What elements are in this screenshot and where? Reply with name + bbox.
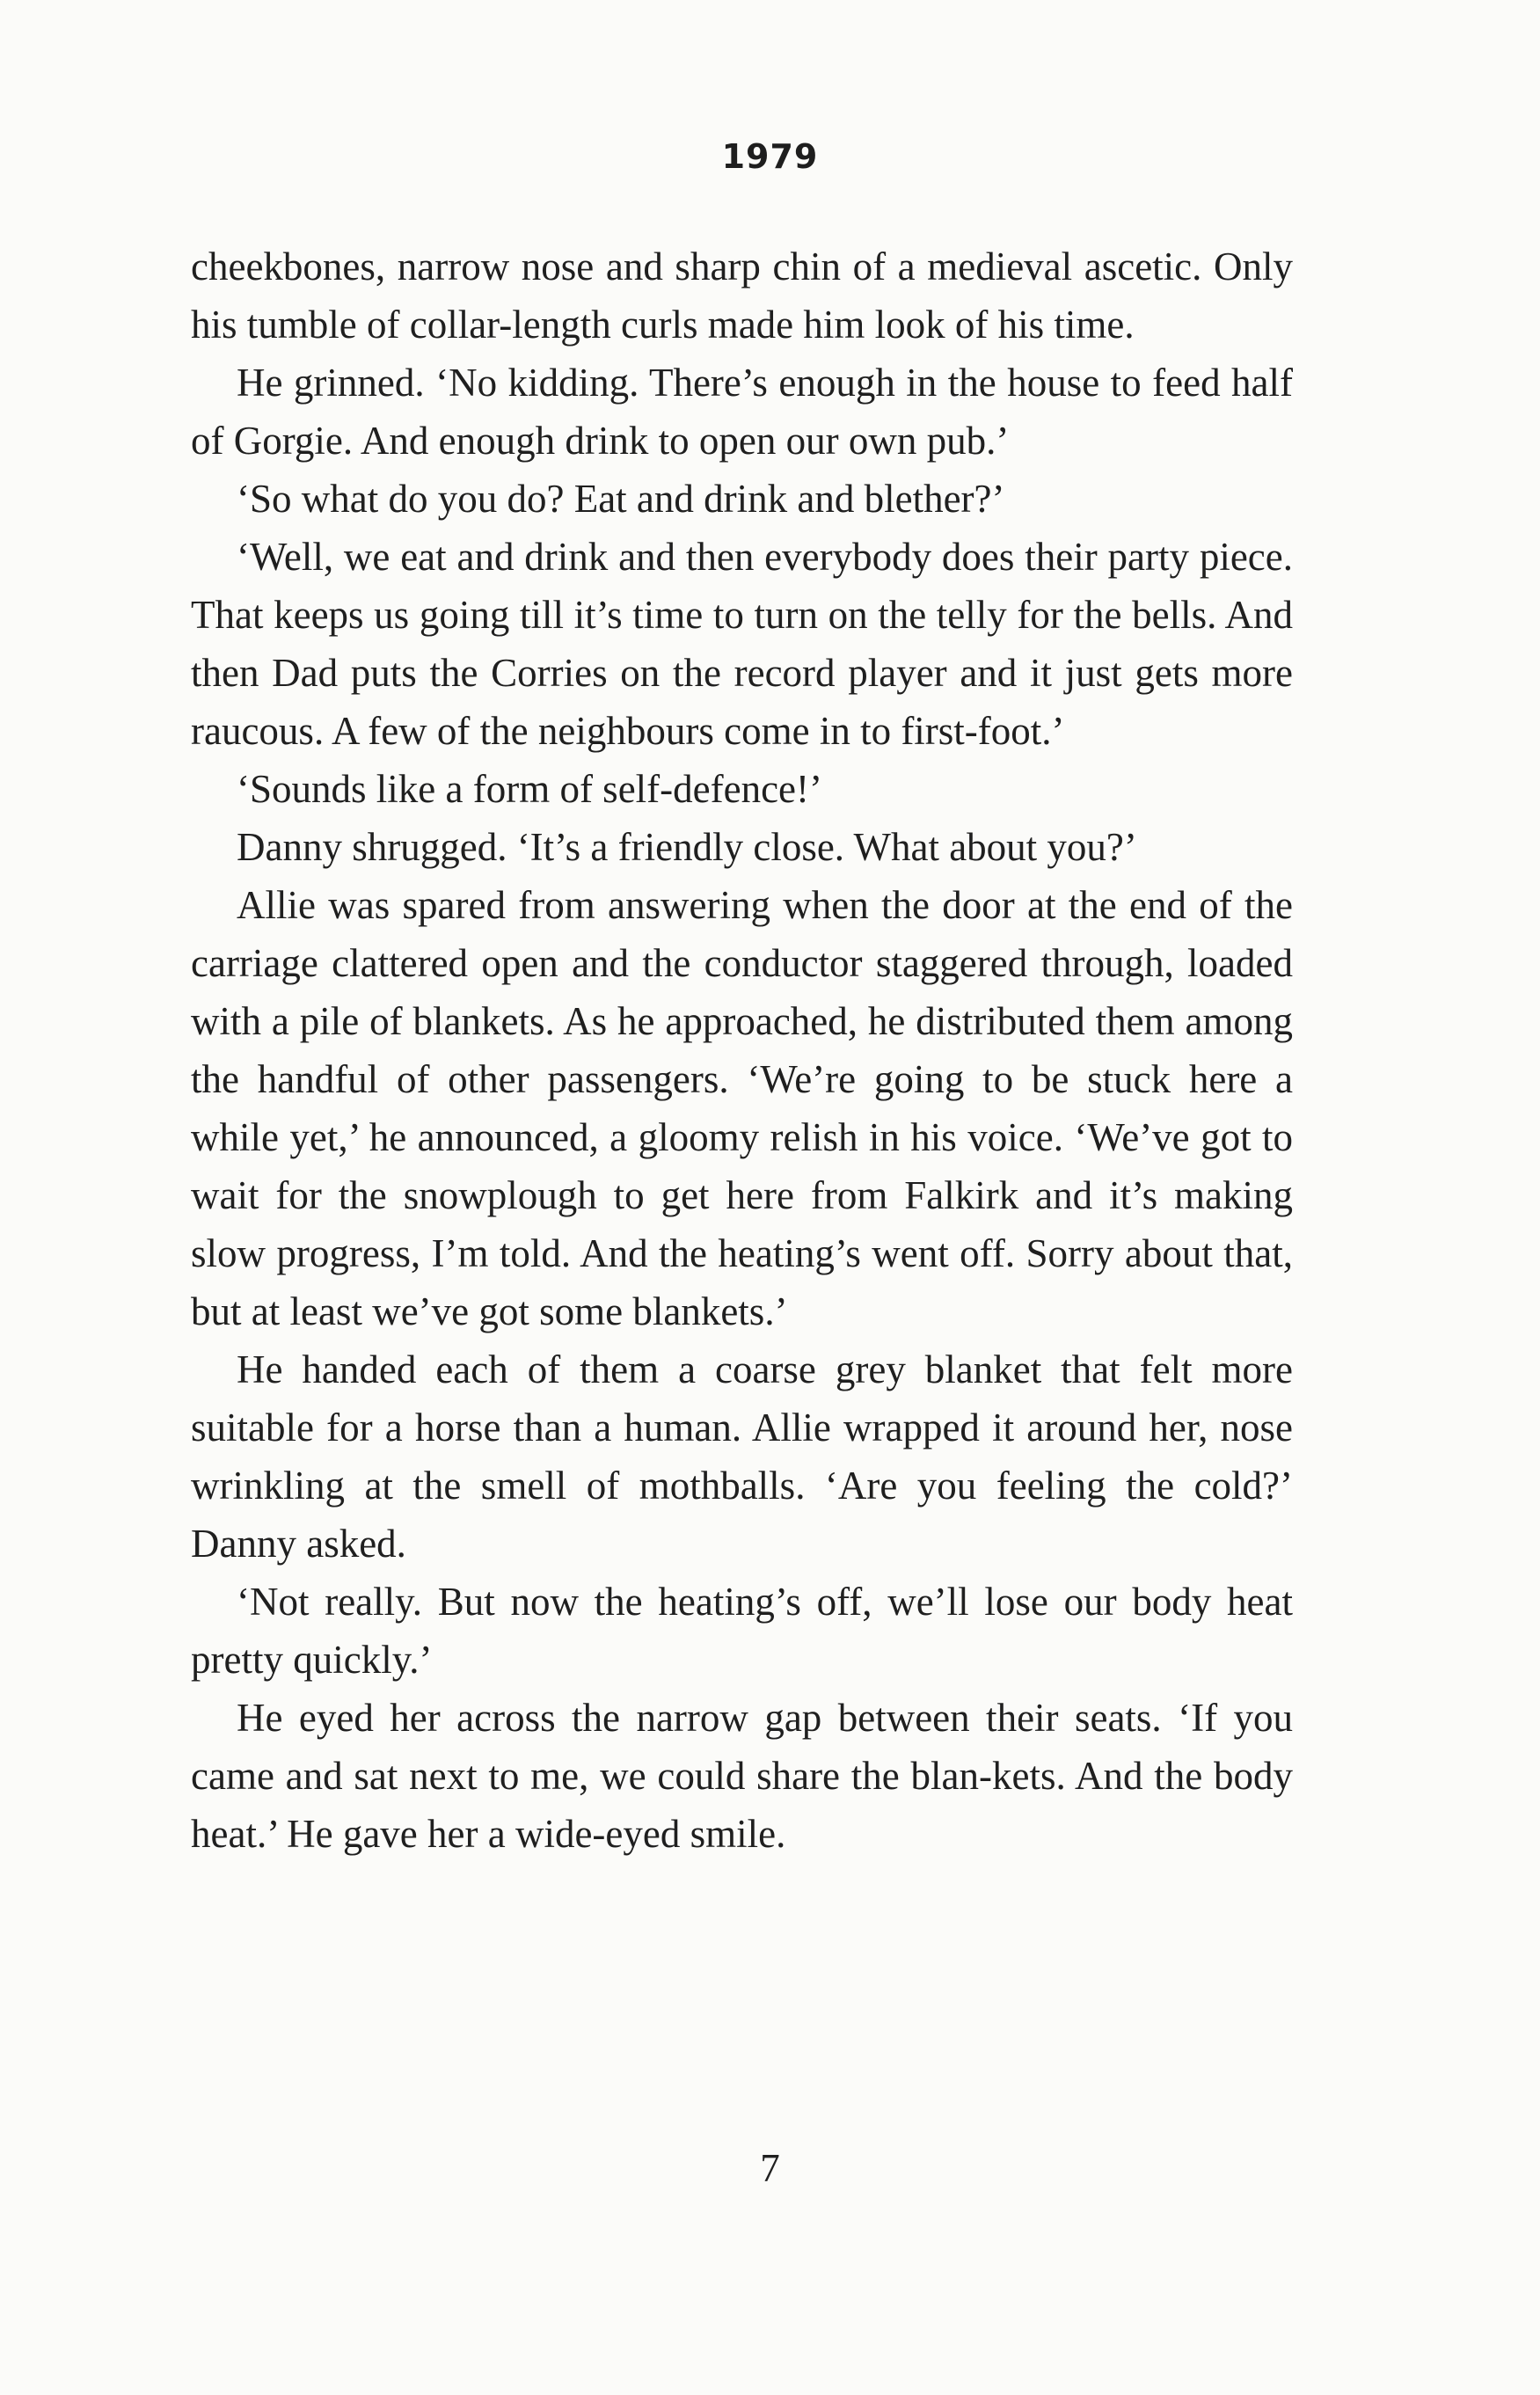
page-number: 7 bbox=[760, 2146, 780, 2190]
paragraph: cheekbones, narrow nose and sharp chin of a medieval ascetic. Only his tumble of collar-length curls made him look of his time. bbox=[191, 245, 1293, 347]
body-text bbox=[191, 237, 1293, 1863]
paragraph: ‘Not really. But now the heating’s off, we’ll lose our body heat pretty quickly.’ bbox=[191, 1580, 1293, 1682]
running-head: 1979 bbox=[721, 137, 819, 176]
paragraph: He handed each of them a coarse grey blanket that felt more suitable for a horse than a human. Allie wrapped it around her, nose wrinkling at the smell of mothballs. ‘Are you feeling the cold?’ Danny asked. bbox=[191, 1347, 1293, 1566]
paragraph: ‘Sounds like a form of self-defence!’ bbox=[237, 767, 822, 811]
paragraph: Danny shrugged. ‘It’s a friendly close. What about you?’ bbox=[237, 825, 1137, 869]
paragraph: He grinned. ‘No kidding. There’s enough in the house to feed half of Gorgie. And enough drink to open our own pub.’ bbox=[191, 361, 1293, 463]
paragraph: ‘So what do you do? Eat and drink and blether?’ bbox=[237, 477, 1005, 521]
paragraph: Allie was spared from answering when the door at the end of the carriage clattered open and the conductor staggered through, loaded with a pile of blankets. As he approached, he distributed them among the handful of other passengers. ‘We’re going to be stuck here a while yet,’ he announced, a gloomy relish in his voice. ‘We’ve got to wait for the snowplough to get here from Falkirk and it’s making slow progress, I’m told. And the heating’s went off. Sorry about that, but at least we’ve got some blankets.’ bbox=[191, 883, 1293, 1333]
paragraph: He eyed her across the narrow gap between their seats. ‘If you came and sat next to me, we could share the blan-kets. And the body heat.’ He gave her a wide-eyed smile. bbox=[191, 1696, 1293, 1856]
paragraph: ‘Well, we eat and drink and then everybody does their party piece. That keeps us going till it’s time to turn on the telly for the bells. And then Dad puts the Corries on the record player and it just gets more raucous. A few of the neighbours come in to first-foot.’ bbox=[191, 535, 1293, 753]
